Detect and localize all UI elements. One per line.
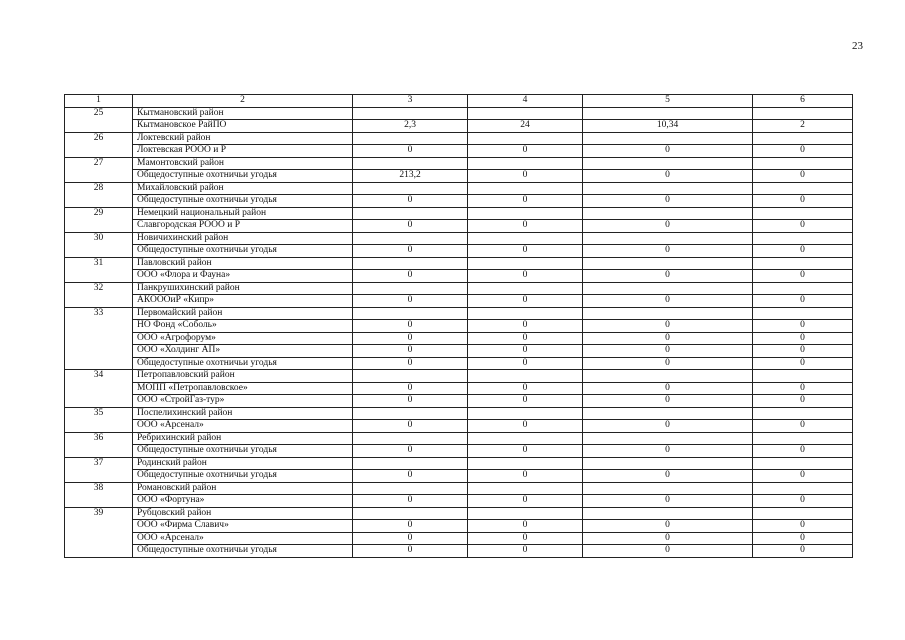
row-number: 28: [65, 182, 133, 207]
table-row: [65, 245, 853, 258]
value-cell-col3: 0: [353, 395, 468, 408]
header-cell: 1: [65, 95, 133, 108]
table-row: [65, 470, 853, 483]
empty-cell: [468, 182, 583, 195]
district-name: Панкрушихинский район: [133, 282, 353, 295]
value-cell-col6: 0: [753, 195, 853, 208]
empty-cell: [353, 157, 468, 170]
organization-name: ООО «Флора и Фауна»: [133, 270, 353, 283]
district-row: [65, 257, 853, 270]
page-number: 23: [852, 40, 863, 52]
value-cell-col6: 0: [753, 145, 853, 158]
empty-cell: [753, 307, 853, 320]
row-number: 36: [65, 432, 133, 457]
empty-cell: [583, 107, 753, 120]
row-number: 29: [65, 207, 133, 232]
organization-name: НО Фонд «Соболь»: [133, 320, 353, 333]
value-cell-col3: 0: [353, 520, 468, 533]
organization-name: ООО «Арсенал»: [133, 420, 353, 433]
value-cell-col5: 0: [583, 545, 753, 558]
table-row: [65, 145, 853, 158]
header-cell: 3: [353, 95, 468, 108]
empty-cell: [468, 107, 583, 120]
value-cell-col5: 0: [583, 245, 753, 258]
empty-cell: [353, 207, 468, 220]
table-row: [65, 495, 853, 508]
organization-name: ООО «Фирма Славич»: [133, 520, 353, 533]
district-row: [65, 407, 853, 420]
value-cell-col5: 0: [583, 295, 753, 308]
value-cell-col3: 0: [353, 332, 468, 345]
value-cell-col5: 0: [583, 382, 753, 395]
value-cell-col6: 0: [753, 345, 853, 358]
value-cell-col5: 0: [583, 345, 753, 358]
value-cell-col6: 2: [753, 120, 853, 133]
value-cell-col4: 0: [468, 145, 583, 158]
value-cell-col3: 2,3: [353, 120, 468, 133]
empty-cell: [753, 282, 853, 295]
value-cell-col6: 0: [753, 532, 853, 545]
empty-cell: [753, 232, 853, 245]
empty-cell: [468, 132, 583, 145]
district-name: Немецкий национальный район: [133, 207, 353, 220]
value-cell-col6: 0: [753, 420, 853, 433]
empty-cell: [583, 457, 753, 470]
organization-name: Общедоступные охотничьи угодья: [133, 545, 353, 558]
value-cell-col4: 0: [468, 270, 583, 283]
organization-name: Локтевская РООО и Р: [133, 145, 353, 158]
organization-name: АКОООиР «Кипр»: [133, 295, 353, 308]
value-cell-col5: 0: [583, 320, 753, 333]
header-cell: 5: [583, 95, 753, 108]
value-cell-col3: 0: [353, 145, 468, 158]
value-cell-col5: 10,34: [583, 120, 753, 133]
empty-cell: [753, 207, 853, 220]
table-row: [65, 420, 853, 433]
table-row: [65, 320, 853, 333]
value-cell-col6: 0: [753, 320, 853, 333]
district-name: Новичихинский район: [133, 232, 353, 245]
organization-name: МОПП «Петропавловское»: [133, 382, 353, 395]
value-cell-col5: 0: [583, 420, 753, 433]
header-cell: 4: [468, 95, 583, 108]
value-cell-col4: 0: [468, 532, 583, 545]
value-cell-col3: 0: [353, 470, 468, 483]
empty-cell: [753, 157, 853, 170]
value-cell-col6: 0: [753, 495, 853, 508]
value-cell-col3: 0: [353, 420, 468, 433]
district-name: Первомайский район: [133, 307, 353, 320]
empty-cell: [583, 407, 753, 420]
district-row: [65, 370, 853, 383]
empty-cell: [753, 407, 853, 420]
empty-cell: [468, 207, 583, 220]
value-cell-col3: 0: [353, 270, 468, 283]
value-cell-col4: 0: [468, 420, 583, 433]
empty-cell: [353, 482, 468, 495]
value-cell-col4: 0: [468, 170, 583, 183]
value-cell-col4: 0: [468, 220, 583, 233]
organization-name: Общедоступные охотничьи угодья: [133, 195, 353, 208]
organization-name: ООО «Фортуна»: [133, 495, 353, 508]
organization-name: Кытмановское РайПО: [133, 120, 353, 133]
value-cell-col6: 0: [753, 295, 853, 308]
value-cell-col6: 0: [753, 357, 853, 370]
row-number: 30: [65, 232, 133, 257]
row-number: 31: [65, 257, 133, 282]
empty-cell: [468, 232, 583, 245]
district-name: Рубцовский район: [133, 507, 353, 520]
table-row: [65, 195, 853, 208]
organization-name: ООО «Арсенал»: [133, 532, 353, 545]
empty-cell: [353, 307, 468, 320]
value-cell-col3: 0: [353, 532, 468, 545]
value-cell-col6: 0: [753, 332, 853, 345]
value-cell-col5: 0: [583, 395, 753, 408]
value-cell-col4: 0: [468, 320, 583, 333]
row-number: 26: [65, 132, 133, 157]
empty-cell: [468, 282, 583, 295]
row-number: 27: [65, 157, 133, 182]
table-row: [65, 357, 853, 370]
value-cell-col5: 0: [583, 357, 753, 370]
value-cell-col3: 0: [353, 245, 468, 258]
value-cell-col4: 0: [468, 395, 583, 408]
district-row: [65, 132, 853, 145]
district-row: [65, 507, 853, 520]
row-number: 34: [65, 370, 133, 408]
district-row: [65, 432, 853, 445]
empty-cell: [468, 257, 583, 270]
district-row: [65, 232, 853, 245]
organization-name: Общедоступные охотничьи угодья: [133, 245, 353, 258]
empty-cell: [353, 282, 468, 295]
empty-cell: [753, 132, 853, 145]
value-cell-col4: 0: [468, 520, 583, 533]
table-row: [65, 532, 853, 545]
organization-name: Общедоступные охотничьи угодья: [133, 470, 353, 483]
empty-cell: [353, 257, 468, 270]
district-row: [65, 182, 853, 195]
district-name: Ребрихинский район: [133, 432, 353, 445]
value-cell-col3: 0: [353, 195, 468, 208]
table-row: [65, 382, 853, 395]
empty-cell: [753, 482, 853, 495]
district-name: Павловский район: [133, 257, 353, 270]
value-cell-col6: 0: [753, 245, 853, 258]
empty-cell: [583, 307, 753, 320]
organization-name: ООО «Агрофорум»: [133, 332, 353, 345]
value-cell-col3: 0: [353, 220, 468, 233]
header-cell: 2: [133, 95, 353, 108]
value-cell-col5: 0: [583, 445, 753, 458]
row-number: 38: [65, 482, 133, 507]
table-row: [65, 220, 853, 233]
value-cell-col3: 0: [353, 382, 468, 395]
empty-cell: [753, 370, 853, 383]
district-row: [65, 157, 853, 170]
empty-cell: [583, 482, 753, 495]
row-number: 33: [65, 307, 133, 370]
organization-name: Общедоступные охотничьи угодья: [133, 357, 353, 370]
row-number: 39: [65, 507, 133, 557]
value-cell-col5: 0: [583, 220, 753, 233]
empty-cell: [353, 132, 468, 145]
empty-cell: [753, 507, 853, 520]
district-name: Родинский район: [133, 457, 353, 470]
empty-cell: [753, 107, 853, 120]
empty-cell: [468, 432, 583, 445]
district-name: Романовский район: [133, 482, 353, 495]
empty-cell: [353, 370, 468, 383]
district-row: [65, 282, 853, 295]
organization-name: Общедоступные охотничьи угодья: [133, 170, 353, 183]
value-cell-col4: 0: [468, 545, 583, 558]
table-row: [65, 345, 853, 358]
value-cell-col4: 0: [468, 345, 583, 358]
district-row: [65, 307, 853, 320]
empty-cell: [753, 257, 853, 270]
value-cell-col3: 0: [353, 320, 468, 333]
value-cell-col4: 0: [468, 195, 583, 208]
organization-name: ООО «Холдинг АП»: [133, 345, 353, 358]
empty-cell: [353, 182, 468, 195]
value-cell-col6: 0: [753, 520, 853, 533]
value-cell-col6: 0: [753, 270, 853, 283]
empty-cell: [583, 257, 753, 270]
value-cell-col4: 0: [468, 495, 583, 508]
value-cell-col4: 24: [468, 120, 583, 133]
table-row: [65, 445, 853, 458]
value-cell-col6: 0: [753, 170, 853, 183]
value-cell-col4: 0: [468, 382, 583, 395]
empty-cell: [753, 432, 853, 445]
organization-name: Общедоступные охотничьи угодья: [133, 445, 353, 458]
row-number: 37: [65, 457, 133, 482]
header-cell: 6: [753, 95, 853, 108]
value-cell-col5: 0: [583, 520, 753, 533]
empty-cell: [583, 232, 753, 245]
empty-cell: [468, 482, 583, 495]
empty-cell: [583, 432, 753, 445]
empty-cell: [468, 507, 583, 520]
empty-cell: [753, 457, 853, 470]
empty-cell: [353, 407, 468, 420]
district-name: Мамонтовский район: [133, 157, 353, 170]
district-row: [65, 107, 853, 120]
row-number: 35: [65, 407, 133, 432]
value-cell-col6: 0: [753, 545, 853, 558]
value-cell-col5: 0: [583, 145, 753, 158]
value-cell-col3: 0: [353, 545, 468, 558]
table-body: [65, 95, 853, 558]
value-cell-col4: 0: [468, 470, 583, 483]
value-cell-col5: 0: [583, 470, 753, 483]
value-cell-col3: 213,2: [353, 170, 468, 183]
district-row: [65, 457, 853, 470]
value-cell-col4: 0: [468, 245, 583, 258]
district-name: Михайловский район: [133, 182, 353, 195]
empty-cell: [468, 407, 583, 420]
row-number: 32: [65, 282, 133, 307]
value-cell-col5: 0: [583, 532, 753, 545]
table-row: [65, 295, 853, 308]
data-table: [64, 94, 853, 558]
district-name: Петропавловский район: [133, 370, 353, 383]
district-row: [65, 207, 853, 220]
value-cell-col6: 0: [753, 445, 853, 458]
district-name: Поспелихинский район: [133, 407, 353, 420]
empty-cell: [583, 132, 753, 145]
empty-cell: [583, 507, 753, 520]
value-cell-col5: 0: [583, 170, 753, 183]
value-cell-col3: 0: [353, 445, 468, 458]
empty-cell: [468, 457, 583, 470]
value-cell-col5: 0: [583, 332, 753, 345]
empty-cell: [353, 507, 468, 520]
value-cell-col4: 0: [468, 445, 583, 458]
empty-cell: [468, 307, 583, 320]
value-cell-col6: 0: [753, 382, 853, 395]
value-cell-col6: 0: [753, 220, 853, 233]
header-row: [65, 95, 853, 108]
empty-cell: [353, 432, 468, 445]
value-cell-col3: 0: [353, 495, 468, 508]
empty-cell: [753, 182, 853, 195]
empty-cell: [468, 370, 583, 383]
empty-cell: [583, 207, 753, 220]
value-cell-col6: 0: [753, 395, 853, 408]
table-row: [65, 170, 853, 183]
value-cell-col4: 0: [468, 332, 583, 345]
value-cell-col3: 0: [353, 357, 468, 370]
organization-name: Славгородская РООО и Р: [133, 220, 353, 233]
empty-cell: [583, 370, 753, 383]
value-cell-col4: 0: [468, 357, 583, 370]
table-row: [65, 395, 853, 408]
district-name: Кытмановский район: [133, 107, 353, 120]
empty-cell: [353, 457, 468, 470]
table-row: [65, 332, 853, 345]
empty-cell: [583, 157, 753, 170]
empty-cell: [468, 157, 583, 170]
empty-cell: [353, 107, 468, 120]
row-number: 25: [65, 107, 133, 132]
value-cell-col4: 0: [468, 295, 583, 308]
district-name: Локтевский район: [133, 132, 353, 145]
value-cell-col3: 0: [353, 295, 468, 308]
value-cell-col5: 0: [583, 270, 753, 283]
value-cell-col3: 0: [353, 345, 468, 358]
table-row: [65, 520, 853, 533]
table-row: [65, 270, 853, 283]
table-row: [65, 120, 853, 133]
value-cell-col6: 0: [753, 470, 853, 483]
value-cell-col5: 0: [583, 195, 753, 208]
empty-cell: [583, 282, 753, 295]
organization-name: ООО «СтройГаз-тур»: [133, 395, 353, 408]
value-cell-col5: 0: [583, 495, 753, 508]
district-row: [65, 482, 853, 495]
empty-cell: [583, 182, 753, 195]
empty-cell: [353, 232, 468, 245]
table-row: [65, 545, 853, 558]
